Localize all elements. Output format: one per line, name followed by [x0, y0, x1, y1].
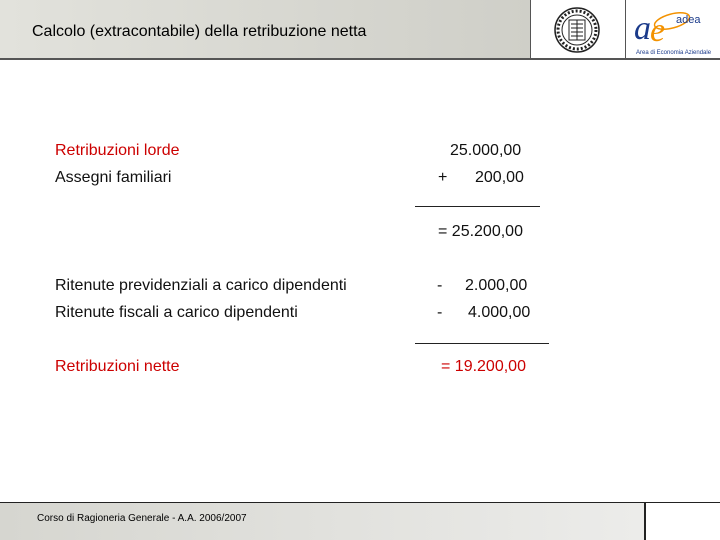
header-rule	[0, 58, 720, 60]
footer-divider	[644, 502, 646, 540]
subtotal-rule	[415, 206, 540, 207]
minus-sign: -	[437, 277, 443, 294]
slide-header	[0, 0, 720, 62]
gross-salary-value: 25.000,00	[450, 142, 522, 159]
slide-title: Calcolo (extracontabile) della retribuzione netta	[32, 23, 367, 40]
svg-text:Area di Economia Aziendale: Area di Economia Aziendale	[636, 50, 712, 56]
svg-text:adea: adea	[676, 14, 701, 26]
university-seal-icon	[553, 5, 601, 55]
svg-text:e: e	[650, 12, 666, 49]
tax-withholding-value: 4.000,00	[468, 304, 531, 321]
social-security-value: 2.000,00	[465, 277, 528, 294]
family-allowance-value: 200,00	[475, 169, 524, 186]
minus-sign: -	[437, 304, 443, 321]
svg-text:a: a	[634, 10, 651, 47]
header-divider	[530, 0, 531, 58]
tax-withholding-label: Ritenute fiscali a carico dipendenti	[55, 304, 298, 321]
gross-salary-label: Retribuzioni lorde	[55, 142, 180, 159]
subtotal-value: = 25.200,00	[438, 223, 523, 240]
title-bar	[0, 0, 530, 58]
net-rule	[415, 343, 549, 344]
header-divider	[625, 0, 626, 58]
plus-sign: +	[438, 169, 448, 186]
net-salary-label: Retribuzioni nette	[55, 358, 180, 375]
adea-logo-icon	[632, 5, 716, 57]
footer-course-text: Corso di Ragioneria Generale - A.A. 2006/2007	[37, 513, 247, 524]
family-allowance-label: Assegni familiari	[55, 169, 172, 186]
net-salary-value: = 19.200,00	[441, 358, 526, 375]
social-security-label: Ritenute previdenziali a carico dipendenti	[55, 277, 347, 294]
